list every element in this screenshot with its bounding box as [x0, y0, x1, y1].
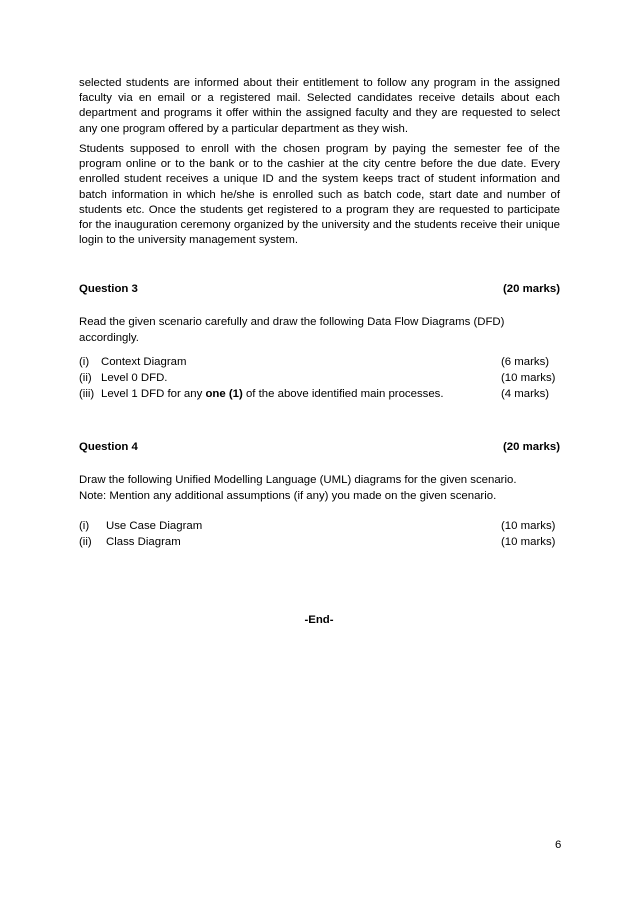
item-marks: (4 marks) — [501, 388, 550, 400]
item-number: (i) — [79, 356, 90, 368]
item-marks: (10 marks) — [501, 536, 556, 548]
item-number: (i) — [79, 520, 90, 532]
question-3-item-3 — [79, 386, 560, 402]
intro-paragraph-1: selected students are informed about their entitlement to follow any program in the assigned faculty via en email or a registered mail. Selected candidates receive details about each department and programs it offer within the assigned faculty and they are requested to select any one program offered by a particular department as they wish. — [79, 77, 560, 135]
item-text: Context Diagram — [101, 356, 187, 368]
item-number: (ii) — [79, 536, 92, 548]
item-text-bold: one (1) — [205, 388, 243, 400]
question-4-line-1: Draw the following Unified Modelling Language (UML) diagrams for the given scenario. — [79, 474, 517, 486]
page-number: 6 — [555, 839, 562, 851]
item-text: Class Diagram — [106, 536, 181, 548]
question-3-header — [79, 283, 560, 295]
item-text-after: of the above identified main processes. — [242, 388, 444, 400]
item-text — [101, 386, 444, 402]
item-marks: (10 marks) — [501, 372, 556, 384]
item-text: Use Case Diagram — [106, 520, 203, 532]
question-4-item-1 — [79, 518, 560, 534]
question-4-item-2 — [79, 534, 560, 550]
item-text: Level 0 DFD. — [101, 372, 168, 384]
question-3-title: Question 3 — [79, 283, 138, 295]
item-marks: (6 marks) — [501, 356, 550, 368]
item-marks: (10 marks) — [501, 520, 556, 532]
intro-paragraph-2: Students supposed to enroll with the chosen program by paying the semester fee of the program online or to the bank or to the cashier at the city centre before the due date. Every enrolled student receives a unique ID and the system keeps tract of student information and batch information in which he/she is enrolled such as batch code, start date and number of students etc. Once the students get registered to a program they are requested to participate for the inauguration ceremony organized by the university and the students receive their unique login to the university management system. — [79, 143, 560, 247]
question-4-header — [79, 441, 560, 453]
end-marker: -End- — [304, 614, 334, 626]
question-4-title: Question 4 — [79, 441, 138, 453]
question-3-item-2 — [79, 370, 560, 386]
question-3-instruction: Read the given scenario carefully and draw the following Data Flow Diagrams (DFD) accordingly. — [79, 316, 505, 344]
item-number: (ii) — [79, 372, 92, 384]
item-number: (iii) — [79, 388, 95, 400]
question-4-marks: (20 marks) — [503, 441, 560, 453]
question-4-line-2: Note: Mention any additional assumptions (if any) you made on the given scenario. — [79, 490, 497, 502]
question-3-item-1 — [79, 354, 560, 370]
question-3-marks: (20 marks) — [503, 283, 560, 295]
item-text-before: Level 1 DFD for any — [101, 388, 206, 400]
